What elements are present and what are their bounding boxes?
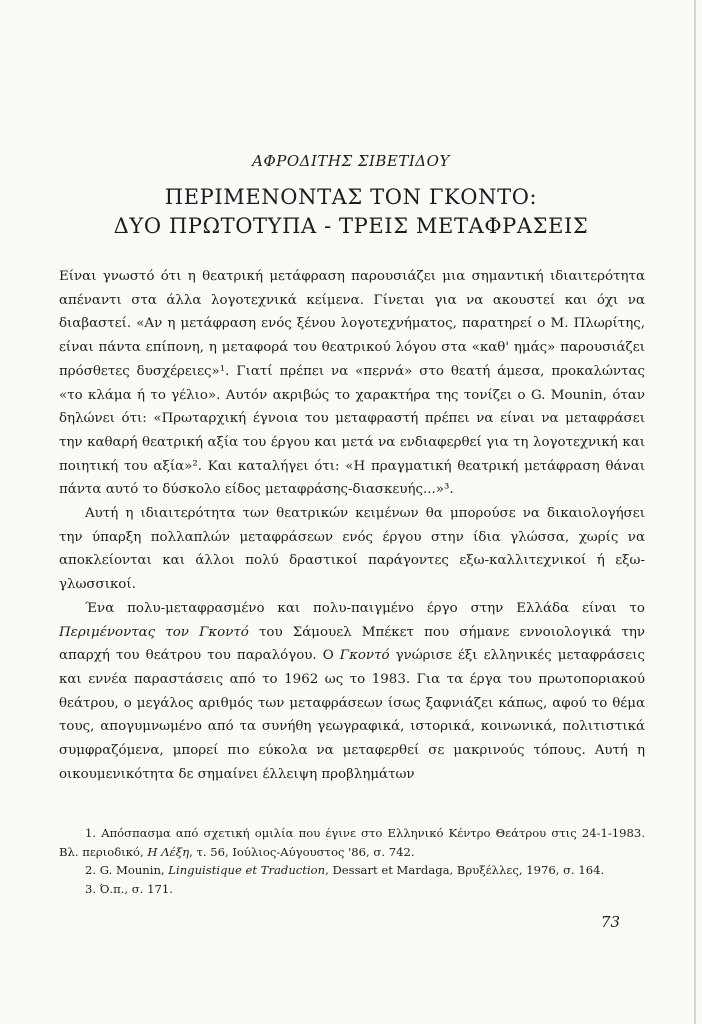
paragraph-1: Είναι γνωστό ότι η θεατρική μετάφραση παρουσιάζει μια σημαντική ιδιαιτερότητα απέναντι στα άλλα λογοτεχνικά κείμενα. Γίνεται για να ακουστεί και όχι να διαβαστεί. «Αν η μετάφραση ενός ξένου λογοτεχνήματος, παρατηρεί ο Μ. Πλωρίτης, είναι πάντα επίπονη, η μεταφορά του θεατρικού λόγου στα «καθ' ημάς» παρουσιάζει πρόσθετες δυσχέρειες»¹. Γιατί πρέπει να «περνά» στο θεατή άμεσα, προκαλώντας «το κλάμα ή το γέλιο». Αυτόν ακριβώς το χαρακτήρα της τονίζει ο G. Mounin, όταν δηλώνει ότι: «Πρωταρχική έγνοια του μεταφραστή πρέπει να είναι να μεταφράσει την καθαρή θεατρική αξία του έργου και μετά να ενδιαφερθεί για τη λογοτεχνική και ποιητική του αξία»². Και καταλήγει ότι: «Η πραγματική θεατρική μετάφραση θάναι πάντα αυτό το δύσκολο είδος μεταφράσης-διασκευής...»³. [59,269,645,498]
play-short-title-italic: Γκοντό [339,648,390,664]
footnote-2-book: Linguistique et Traduction [168,863,326,878]
footnote-3: 3. Ό.π., σ. 171. [85,881,173,896]
title-line-1: ΠΕΡΙΜΕΝΟΝΤΑΣ ΤΟΝ ΓΚΟΝΤΟ: [164,185,538,209]
footnote-1 [59,824,645,861]
footnote-2-text-a: 2. G. Mounin, [85,863,169,878]
paragraph-3-text-a: Ένα πολυ-μεταφρασμένο και πολυ-παιγμένο έργο στην Ελλάδα είναι το [85,600,645,616]
article-body [59,265,645,786]
paragraph-3-text-b: του Σάμουελ Μπέκετ που σήμανε εννοιολογικά την απαρχή του θεάτρου του παραλόγου. Ο [59,624,645,664]
footnote-2-text-b: , Dessart et Mardaga, Βρυξέλλες, 1976, σ. 164. [325,863,605,878]
article-title [0,183,702,241]
footnote-1-text-b: , τ. 56, Ιούλιος-Αύγουστος '86, σ. 742. [189,844,415,859]
page-number: 73 [600,913,620,931]
paragraph-3-text-c: γνώρισε έξι ελληνικές μεταφράσεις και εννέα παραστάσεις από το 1962 ως το 1983. Για τα έργα του πρωτοποριακού θεάτρου, ο μεγάλος αριθμός των μεταφράσεων ίσως ξαφνιάζει κάπως, αφού το θέμα τους, απογυμνωμένο από τα συνήθη γεωγραφικά, ιστορικά, κοινωνικά, πολιτιστικά συμφραζόμενα, μπορεί πιο εύκολα να μεταφερθεί σε μακρινούς τόπους. Αυτή η οικουμενικότητα δε σημαίνει έλλειψη προβλημάτων [59,648,645,782]
footnote-2 [59,861,645,880]
paragraph-2: Αυτή η ιδιαιτερότητα των θεατρικών κειμένων θα μπορούσε να δικαιολογήσει την ύπαρξη πολλαπλών μεταφράσεων ενός έργου στην ίδια γλώσσα, χωρίς να αποκλείονται και άλλοι πολύ δραστικοί παράγοντες εξω-καλλιτεχνικοί ή εξω-γλωσσικοί. [59,506,645,593]
title-line-2: ΔΥΟ ΠΡΩΤΟΤΥΠΑ - ΤΡΕΙΣ ΜΕΤΑΦΡΑΣΕΙΣ [113,214,589,238]
play-title-italic: Περιμένοντας τον Γκοντό [59,624,249,640]
author-name: ΑΦΡΟΔΙΤΗΣ ΣΙΒΕΤΙΔΟΥ [252,152,450,170]
footnote-1-text-a: 1. Απόσπασμα από σχετική ομιλία που έγινε στο Ελληνικό Κέντρο Θεάτρου στις 24-1-1983. Βλ. περιοδικό, [59,826,645,859]
paragraph-3 [59,597,645,787]
footnotes [59,824,645,898]
footnote-1-journal: Η Λέξη [147,844,190,859]
